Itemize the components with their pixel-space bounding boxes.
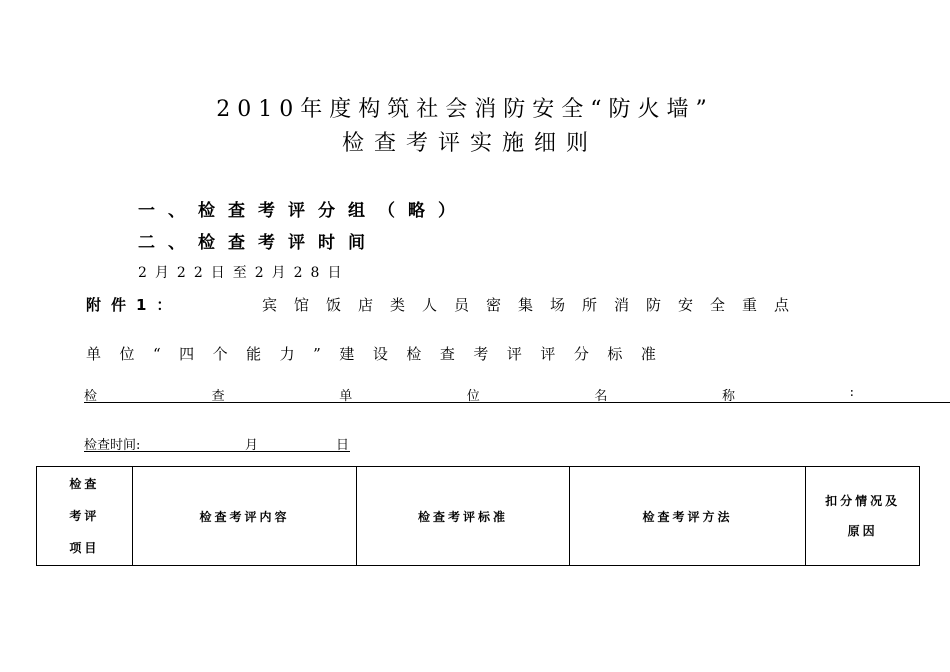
month-label: 月 — [245, 438, 259, 453]
document-title-line2: 检查考评实施细则 — [341, 131, 598, 156]
unit-label-char: 位 — [466, 389, 480, 404]
document-title-line1: 2010年度构筑社会消防安全“防火墙” — [216, 97, 714, 122]
inspection-date-range: 2月22日至2月28日 — [138, 265, 350, 281]
unit-label-char: 检 — [84, 389, 98, 404]
unit-label-colon: : — [849, 385, 854, 400]
unit-label-char: 单 — [339, 389, 353, 404]
header-cell-content: 检查考评内容 — [132, 467, 356, 566]
header-cell-item — [37, 467, 133, 566]
header-cell-standard: 检查考评标准 — [357, 467, 570, 566]
header-deduction-line: 扣分情况及 — [825, 494, 901, 508]
unit-label-char: 名 — [594, 389, 608, 404]
unit-label-char: 查 — [211, 389, 225, 404]
header-item-line: 考评 — [69, 509, 100, 523]
day-label: 日 — [336, 438, 350, 453]
unit-label-char: 称 — [721, 389, 735, 404]
section-two-heading: 二、检查考评时间 — [138, 233, 378, 253]
header-item-line: 项目 — [69, 541, 100, 555]
evaluation-table — [36, 466, 920, 566]
header-item-line: 检查 — [69, 477, 100, 491]
table-header-row — [37, 467, 920, 566]
inspected-unit-name-field — [84, 385, 950, 403]
inspection-time-label: 检查时间: — [84, 438, 141, 453]
attachment-title-line1: 宾馆饭店类人员密集场所消防安全重点 — [262, 296, 807, 314]
header-deduction-line: 原因 — [847, 524, 878, 538]
section-one-heading: 一、检查考评分组（略） — [138, 201, 468, 221]
attachment-label: 附件1： — [86, 296, 182, 314]
inspection-time-field — [84, 434, 350, 452]
attachment-title-line2: 单位“四个能力”建设检查考评评分标准 — [86, 345, 675, 363]
header-cell-deduction — [806, 467, 920, 566]
header-cell-method: 检查考评方法 — [569, 467, 805, 566]
